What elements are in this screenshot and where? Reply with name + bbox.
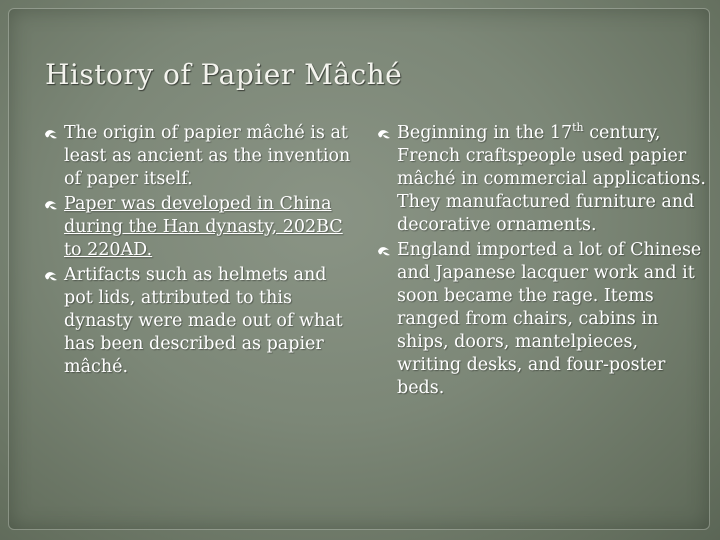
bullet-text-end: century, French craftspeople used papier mâché in commercial applications. They manufactured furniture and decorative ornaments.: [397, 123, 706, 235]
bullet-text: England imported a lot of Chinese and Japanese lacquer work and it soon became the rage. Items ranged from chairs, cabins in ships, doors, mantelpieces, writing desks, and four-poster beds.: [397, 240, 702, 398]
ordinal-suffix: th: [572, 121, 584, 135]
fleuron-icon: [377, 127, 391, 141]
fleuron-icon: [44, 198, 58, 212]
bullet-text: Paper was developed in China during the Han dynasty, 202BC to 220AD.: [64, 194, 343, 260]
fleuron-icon: [44, 269, 58, 283]
bullet-text: Artifacts such as helmets and pot lids, attributed to this dynasty were made out of what has been described as papier mâché.: [64, 265, 343, 377]
right-bullet-list: [377, 122, 707, 402]
fleuron-icon: [377, 244, 391, 258]
bullet-item: [44, 122, 356, 191]
bullet-item: [377, 122, 707, 237]
bullet-text-start: Beginning in the 17: [397, 123, 573, 143]
slide-title: History of Papier Mâché: [45, 58, 403, 91]
bullet-text: The origin of papier mâché is at least as ancient as the invention of paper itself.: [64, 123, 351, 189]
bullet-item: [44, 193, 356, 262]
bullet-item: [44, 264, 356, 379]
fleuron-icon: [44, 127, 58, 141]
left-bullet-list: [44, 122, 356, 381]
bullet-item: [377, 239, 707, 400]
